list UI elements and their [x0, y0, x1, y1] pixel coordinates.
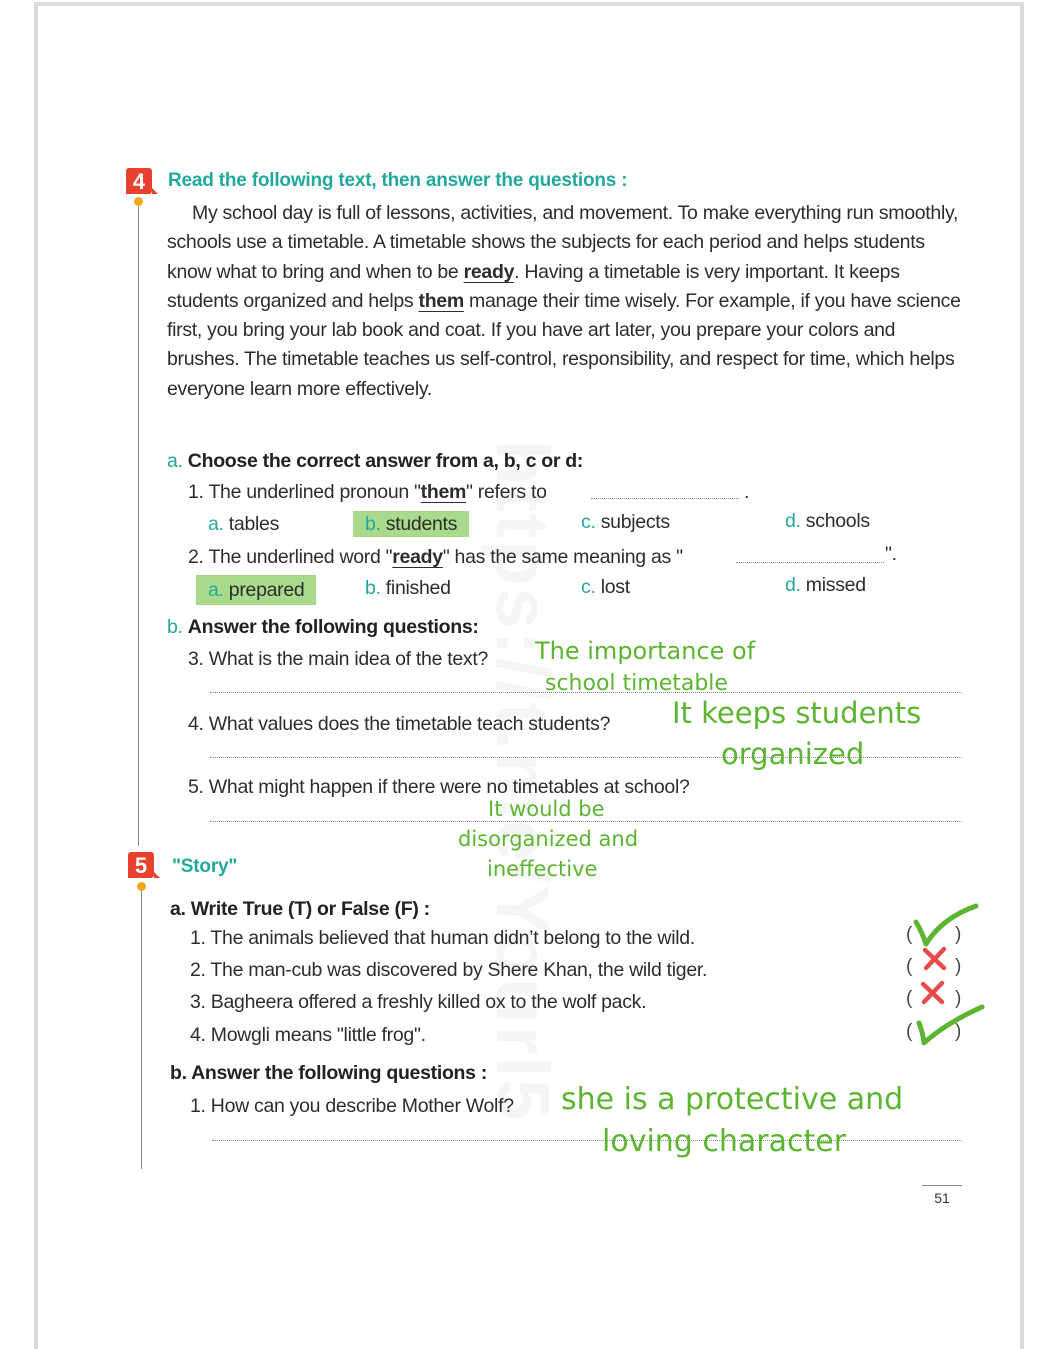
handwritten-answer-5-line2: disorganized and: [458, 827, 639, 851]
option-1d[interactable]: [785, 510, 870, 533]
part-a-letter: a.: [167, 450, 183, 472]
option-text: lost: [600, 576, 630, 598]
option-text: tables: [228, 513, 280, 535]
option-letter: b.: [365, 577, 381, 599]
option-text: subjects: [600, 511, 670, 533]
section-5-part-b-heading: b. Answer the following questions :: [170, 1062, 488, 1084]
question-text: What values does the timetable teach students?: [208, 713, 611, 735]
handwritten-answer-5-line3: ineffective: [487, 857, 598, 881]
underlined-word-them: them: [418, 289, 464, 312]
option-letter: c.: [581, 576, 596, 598]
option-2a-selected[interactable]: [208, 579, 316, 602]
handwritten-answer-4-line1: It keeps students: [672, 696, 922, 730]
question-4: [188, 713, 610, 736]
question-text: " has the same meaning as ": [442, 546, 683, 568]
section-5-question-1: 1. How can you describe Mother Wolf?: [190, 1095, 514, 1117]
question-number: 4.: [188, 713, 204, 735]
answer-line-mother-wolf[interactable]: [212, 1140, 962, 1141]
part-a-heading-text: Choose the correct answer from a, b, c or d:: [187, 450, 584, 472]
option-letter: b.: [365, 513, 381, 535]
paren-close: ): [955, 924, 962, 945]
option-letter: c.: [581, 511, 596, 533]
part-b-letter: b.: [167, 616, 183, 638]
tf-heading: a. Write True (T) or False (F) :: [170, 898, 430, 920]
question-keyword: them: [420, 481, 467, 503]
section-4-badge: 4: [126, 168, 152, 194]
part-b-heading: [167, 616, 479, 639]
option-text: prepared: [228, 579, 305, 601]
answer-line-4[interactable]: [210, 757, 962, 758]
question-1: [188, 481, 547, 504]
check-mark-icon: [912, 900, 982, 950]
section-4-dot: [134, 197, 143, 206]
tf-statement-3: 3. Bagheera offered a freshly killed ox to the wolf pack.: [190, 991, 647, 1013]
paren-close: ): [955, 1021, 962, 1042]
question-text: The underlined word ": [208, 546, 393, 568]
section-4-rule: [138, 206, 139, 846]
blank-end: .: [744, 481, 750, 503]
paren-open: (: [906, 988, 913, 1009]
answer-line-5[interactable]: [210, 821, 962, 822]
option-text: students: [385, 513, 458, 535]
passage-text: . Having a timetable is very important. It keeps students organized and helps: [167, 260, 900, 312]
question-3: [188, 648, 488, 671]
section-5-rule: [141, 891, 142, 1169]
option-letter: d.: [785, 574, 801, 596]
question-5: [188, 776, 690, 799]
handwritten-answer-5-line1: It would be: [488, 797, 605, 821]
paren-open: (: [906, 956, 913, 977]
handwritten-answer-3-line2: school timetable: [545, 671, 728, 696]
cross-mark-icon: [920, 946, 950, 972]
question-keyword: ready: [392, 546, 443, 568]
option-1b-selected[interactable]: [365, 513, 469, 536]
option-text: finished: [385, 577, 451, 599]
check-mark-icon: [914, 1003, 988, 1049]
paren-close: ): [955, 956, 962, 977]
page-number: 51: [922, 1185, 962, 1206]
handwritten-answer-3-line1: The importance of: [535, 637, 756, 665]
paren-open: (: [906, 1021, 913, 1042]
option-text: schools: [805, 510, 870, 532]
paren-close: ): [955, 988, 962, 1009]
tf-statement-1: 1. The animals believed that human didn’t belong to the wild.: [190, 927, 695, 949]
answer-blank-2[interactable]: [736, 562, 884, 563]
option-text: missed: [805, 574, 866, 596]
part-b-heading-text: Answer the following questions:: [187, 616, 479, 638]
option-letter: a.: [208, 579, 224, 601]
handwritten-answer-mother-wolf-line2: loving character: [602, 1124, 847, 1159]
question-2: [188, 546, 683, 569]
answer-line-3[interactable]: [210, 692, 962, 693]
question-text: What might happen if there were no timetables at school?: [208, 776, 690, 798]
part-a-heading: [167, 450, 583, 473]
option-letter: a.: [208, 513, 224, 535]
question-text: " refers to: [466, 481, 547, 503]
option-2c[interactable]: [581, 576, 630, 599]
underlined-word-ready: ready: [463, 260, 515, 283]
passage-text: manage their time wisely. For example, if you have science first, you bring your lab book and coat. If you have art later, you prepare your colors and brushes. The timetable teaches us self-control, responsibility, and respect for time, which helps everyone learn more effectively.: [167, 289, 961, 400]
reading-passage: [167, 199, 967, 404]
question-number: 1.: [188, 481, 204, 503]
option-2b[interactable]: [365, 577, 451, 600]
question-number: 5.: [188, 776, 204, 798]
section-4-title: Read the following text, then answer the questions :: [168, 170, 628, 191]
tf-statement-4: 4. Mowgli means "little frog".: [190, 1024, 426, 1046]
blank-end: ".: [885, 543, 897, 565]
question-text: The underlined pronoun ": [208, 481, 421, 503]
section-5-badge: 5: [128, 852, 154, 878]
option-1a[interactable]: [208, 513, 279, 536]
option-1c[interactable]: [581, 511, 670, 534]
handwritten-answer-mother-wolf-line1: she is a protective and: [561, 1082, 904, 1117]
question-number: 2.: [188, 546, 204, 568]
question-text: What is the main idea of the text?: [208, 648, 489, 670]
option-2d[interactable]: [785, 574, 866, 597]
tf-statement-2: 2. The man-cub was discovered by Shere Khan, the wild tiger.: [190, 959, 708, 981]
paren-open: (: [906, 924, 913, 945]
answer-blank-1[interactable]: [591, 498, 739, 499]
section-5-title: "Story": [172, 856, 238, 877]
passage-text: My school day is full of lessons, activities, and movement. To make everything run smoothly, schools use a timetable. A timetable shows the subjects for each period and helps students know what to bring and when to be: [167, 202, 959, 283]
question-number: 3.: [188, 648, 204, 670]
option-letter: d.: [785, 510, 801, 532]
section-5-dot: [137, 882, 146, 891]
handwritten-answer-4-line2: organized: [721, 737, 865, 771]
